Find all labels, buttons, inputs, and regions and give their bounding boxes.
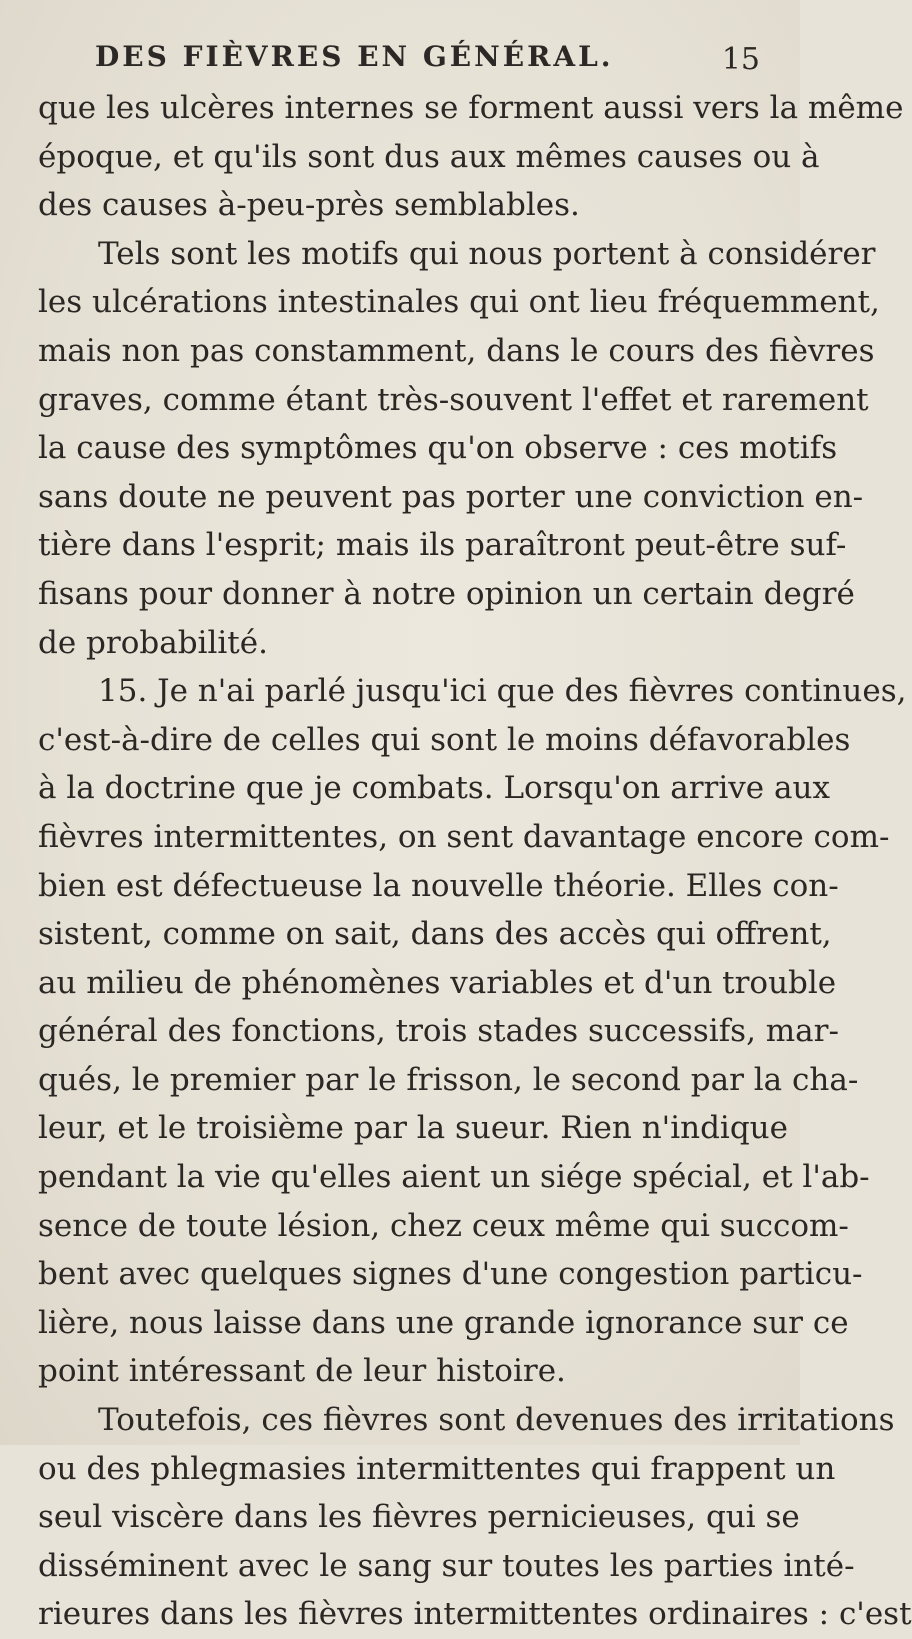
text-line: c'est-à-dire de celles qui sont le moins défavorables: [38, 721, 851, 758]
text-line: bien est défectueuse la nouvelle théorie. Elles con-: [38, 867, 839, 904]
text-line: des causes à-peu-près semblables.: [38, 187, 580, 224]
running-title: DES FIÈVRES EN GÉNÉRAL.: [95, 40, 614, 73]
text-line: qués, le premier par le frisson, le second par la cha-: [38, 1061, 859, 1098]
text-line: sistent, comme on sait, dans des accès qui offrent,: [38, 916, 832, 953]
text-line: sence de toute lésion, chez ceux même qui succom-: [38, 1207, 849, 1244]
text-line: au milieu de phénomènes variables et d'un trouble: [38, 964, 837, 1001]
text-line: fièvres intermittentes, on sent davantage encore com-: [38, 818, 890, 855]
text-line: la cause des symptômes qu'on observe : ces motifs: [38, 430, 838, 467]
text-line: bent avec quelques signes d'une congestion particu-: [38, 1256, 863, 1293]
text-line: leur, et le troisième par la sueur. Rien n'indique: [38, 1110, 788, 1147]
text-line: Toutefois, ces fièvres sont devenues des irritations: [98, 1402, 895, 1439]
text-line: général des fonctions, trois stades successifs, mar-: [38, 1013, 839, 1050]
text-line: point intéressant de leur histoire.: [38, 1353, 566, 1390]
text-line: les ulcérations intestinales qui ont lieu fréquemment,: [38, 284, 880, 321]
text-line: 15. Je n'ai parlé jusqu'ici que des fièvres continues,: [98, 673, 907, 710]
text-line: lière, nous laisse dans une grande ignorance sur ce: [38, 1304, 849, 1341]
text-line: graves, comme étant très-souvent l'effet et rarement: [38, 381, 869, 418]
text-line: Tels sont les motifs qui nous portent à considérer: [98, 235, 876, 272]
page-number: 15: [721, 42, 760, 77]
text-line: seul viscère dans les fièvres pernicieuses, qui se: [38, 1499, 800, 1536]
text-line: pendant la vie qu'elles aient un siége spécial, et l'ab-: [38, 1159, 870, 1196]
text-line: disséminent avec le sang sur toutes les parties inté-: [38, 1547, 855, 1584]
text-line: mais non pas constamment, dans le cours des fièvres: [38, 332, 875, 369]
text-line: tière dans l'esprit; mais ils paraîtront peut-être suf-: [38, 527, 847, 564]
running-head: [95, 40, 760, 80]
text-line: sans doute ne peuvent pas porter une conviction en-: [38, 478, 864, 515]
body-text: [38, 84, 912, 1639]
text-line: rieures dans les fièvres intermittentes ordinaires : c'est: [38, 1596, 912, 1633]
text-line: ou des phlegmasies intermittentes qui frappent un: [38, 1450, 836, 1487]
text-line: que les ulcères internes se forment aussi vers la même: [38, 90, 904, 126]
text-line: fisans pour donner à notre opinion un certain degré: [38, 575, 855, 612]
text-line: à la doctrine que je combats. Lorsqu'on arrive aux: [38, 770, 830, 807]
text-line: époque, et qu'ils sont dus aux mêmes causes ou à: [38, 138, 820, 175]
text-line: de probabilité.: [38, 624, 268, 661]
